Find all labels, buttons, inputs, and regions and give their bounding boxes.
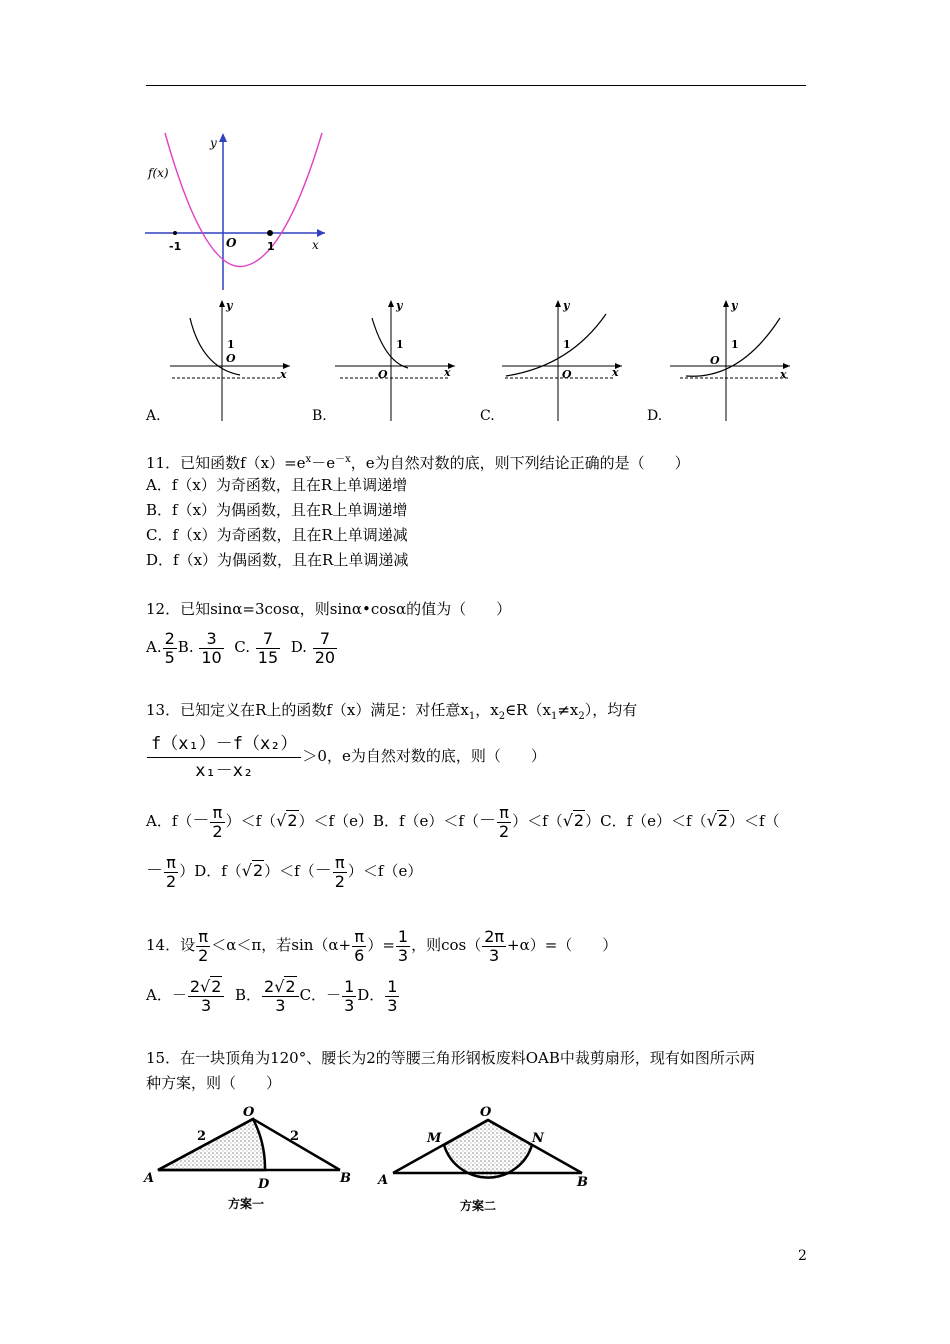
option-label-d: D. xyxy=(647,408,663,424)
q13-options-line1: A．f（－ $\frac{\pi}{2}$ ）＜f（√2）＜f（e）B．f（e）＜f（－ $\frac{\pi}{2}$ ）＜f（√2）C．f（e）＜f（√2）＜f（ xyxy=(146,802,780,841)
svg-text:1: 1 xyxy=(227,338,235,351)
svg-text:x: x xyxy=(612,366,619,379)
q11-option-a: A．f（x）为奇函数，且在R上单调递增 xyxy=(146,476,408,494)
y-label: y xyxy=(210,136,217,150)
neg-one-label: -1 xyxy=(169,240,182,253)
q11-stem: 11．已知函数$f(x)=e^x-e^{-x}$，e为自然对数的底，则下列结论正确的是（ ） xyxy=(146,454,690,472)
q11-option-c: C．f（x）为奇函数，且在R上单调递减 xyxy=(146,526,408,544)
svg-text:y: y xyxy=(731,299,738,312)
option-label-c: C. xyxy=(480,408,495,424)
x-label: x xyxy=(312,238,319,252)
svg-text:A: A xyxy=(378,1173,389,1188)
svg-text:y: y xyxy=(563,299,570,312)
q15-stem-line1: 15．在一块顶角为120°、腰长为2的等腰三角形钢板废料OAB中裁剪扇形，现有如图所示两 xyxy=(146,1049,755,1067)
svg-text:y: y xyxy=(396,299,403,312)
svg-text:O: O xyxy=(710,354,720,367)
svg-text:x: x xyxy=(280,368,287,381)
svg-text:1: 1 xyxy=(396,338,404,351)
q15-figures xyxy=(140,1100,610,1218)
option-graph-b xyxy=(335,299,455,421)
page-number: 2 xyxy=(798,1248,807,1264)
option-label-a: A. xyxy=(146,408,161,424)
svg-text:D: D xyxy=(258,1177,270,1192)
origin-label: O xyxy=(226,236,237,250)
q12-options: A. $\frac{2}{5}$ B. $\frac{3}{10}$ C. $\frac{7}{15}$ D. $\frac{7}{20}$ xyxy=(146,628,336,667)
scheme-two-figure xyxy=(376,1105,588,1213)
q15-stem-line2: 种方案，则（ ） xyxy=(146,1074,282,1092)
svg-text:方案一: 方案一 xyxy=(228,1197,265,1211)
svg-text:方案二: 方案二 xyxy=(460,1199,497,1213)
svg-text:y: y xyxy=(226,299,233,312)
svg-text:1: 1 xyxy=(563,338,571,351)
svg-text:x: x xyxy=(444,366,451,379)
svg-text:2: 2 xyxy=(290,1129,300,1144)
main-function-graph xyxy=(140,125,340,295)
svg-text:B: B xyxy=(340,1171,351,1186)
svg-text:N: N xyxy=(532,1131,544,1146)
option-graph-c xyxy=(502,299,622,421)
one-label: 1 xyxy=(267,240,275,253)
header-rule xyxy=(146,85,806,86)
q13-stem: 13．已知定义在R上的函数f（x）满足：对任意$x_1$，$x_2\in R(x_1\ne x_2)$，均有 xyxy=(146,701,638,722)
scheme-one-figure xyxy=(142,1105,351,1211)
svg-text:O: O xyxy=(378,368,388,381)
option-graph-d xyxy=(670,299,790,421)
svg-text:x: x xyxy=(780,368,787,381)
svg-text:O: O xyxy=(226,352,236,365)
svg-text:1: 1 xyxy=(731,338,739,351)
option-graph-a xyxy=(170,299,290,421)
q14-stem: 14．设 $\frac{\pi}{2}$ ＜α＜π，若sin（α+ $\frac{\pi}{6}$ ）= $\frac{1}{3}$ ，则cos（ $\frac{2\pi}{3}$ +α）=（ ） xyxy=(146,926,618,965)
q11-option-d: D．f（x）为偶函数，且在R上单调递减 xyxy=(146,551,409,569)
option-graphs xyxy=(140,296,810,424)
svg-text:A: A xyxy=(144,1171,155,1186)
svg-text:O: O xyxy=(480,1105,492,1120)
svg-text:M: M xyxy=(427,1131,442,1146)
q14-options: A．－ $\frac{2√2}{3}$ B． $\frac{2√2}{3}$ C．－ $\frac{1}{3}$ D． $\frac{1}{3}$ xyxy=(146,976,398,1015)
svg-text:B: B xyxy=(577,1175,588,1190)
q13-options-line2: － $\frac{\pi}{2}$ ）D．f（√2）＜f（－ $\frac{\pi}{2}$ ）＜f（e） xyxy=(146,852,423,891)
q11-option-b: B．f（x）为偶函数，且在R上单调递增 xyxy=(146,501,408,519)
svg-text:O: O xyxy=(562,368,572,381)
q12-stem: 12．已知sinα=3cosα，则sinα•cosα的值为（ ） xyxy=(146,600,512,618)
option-label-b: B. xyxy=(312,408,327,424)
svg-text:O: O xyxy=(243,1105,255,1120)
svg-text:2: 2 xyxy=(197,1129,207,1144)
q13-condition: $\frac{\text{f（x₁）－f（x₂）}}{\text{x₁－x₂}}$ ＞0，e为自然对数的底，则（ ） xyxy=(146,728,546,784)
fx-label: f(x) xyxy=(148,166,169,180)
